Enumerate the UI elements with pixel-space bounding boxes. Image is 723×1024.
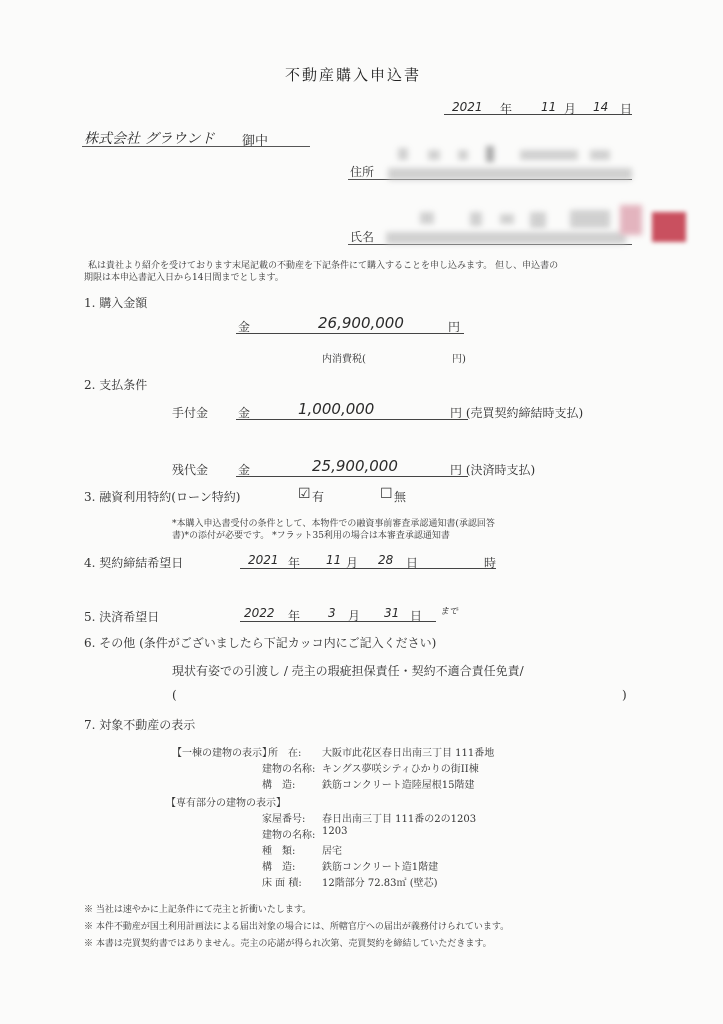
contract-date-underline <box>240 568 496 569</box>
address-label: 住所 <box>350 165 375 179</box>
building-header: 【一棟の建物の表示】 <box>172 748 272 759</box>
unit-row-value: 鉄筋コンクリート造1階建 <box>322 862 439 873</box>
unit-row-value: 春日出南三丁目 111番の2の1203 <box>322 814 477 825</box>
seal-redacted-light <box>620 205 642 235</box>
settlement-date-underline <box>240 621 436 622</box>
contract-day-unit: 日 <box>406 556 419 570</box>
section-5-heading: 5. 決済希望日 <box>84 610 160 624</box>
name-underline <box>348 244 632 245</box>
section-4-heading: 4. 契約締結希望日 <box>84 556 184 570</box>
balance-underline <box>236 476 468 477</box>
unit-row-label: 構 造: <box>262 862 296 873</box>
section-7-heading: 7. 対象不動産の表示 <box>84 718 196 732</box>
contract-time-unit: 時 <box>484 556 497 570</box>
address-redacted-block-1 <box>398 148 408 160</box>
building-row-value: 大阪市此花区春日出南三丁目 111番地 <box>322 748 495 759</box>
unit-row-label: 種 類: <box>262 846 296 857</box>
date-year-unit: 年 <box>500 102 513 116</box>
address-redacted-block-5 <box>520 150 578 160</box>
unit-row-label: 建物の名称: <box>262 830 316 841</box>
purchase-amount: 26,900,000 <box>318 314 404 332</box>
loan-note-2: 書)*の添付が必要です。 *フラット35利用の場合は本審査承認通知書 <box>172 531 450 541</box>
date-day-unit: 日 <box>620 102 633 116</box>
deposit-underline <box>236 419 468 420</box>
unit-row-value: 1203 <box>322 826 348 837</box>
balance-amount: 25,900,000 <box>312 457 398 475</box>
section-2-heading: 2. 支払条件 <box>84 378 148 392</box>
building-row-label: 構 造: <box>262 780 296 791</box>
contract-day: 28 <box>378 553 394 567</box>
recipient-underline <box>82 146 310 147</box>
name-redacted-block-2 <box>470 212 482 226</box>
other-close-paren: ) <box>622 688 627 702</box>
address-redacted <box>388 168 632 180</box>
settlement-year-unit: 年 <box>288 609 301 623</box>
loan-no-label: 無 <box>394 490 407 504</box>
contract-month: 11 <box>326 553 342 567</box>
other-conditions-text: 現状有姿での引渡し / 売主の瑕疵担保責任・契約不適合責任免責/ <box>172 664 524 678</box>
tax-label: 内消費税( <box>322 354 366 365</box>
settlement-suffix: まで <box>440 607 459 617</box>
contract-year-unit: 年 <box>288 556 301 570</box>
settlement-year: 2022 <box>244 606 275 620</box>
building-row-value: キングス夢咲シティひかりの街II棟 <box>322 764 479 775</box>
section-1-heading: 1. 購入金額 <box>84 296 148 310</box>
balance-label: 残代金 <box>172 463 209 477</box>
unit-row-value: 12階部分 72.83㎡ (壁芯) <box>322 878 438 889</box>
loan-yes-label: 有 <box>312 490 325 504</box>
date-month-unit: 月 <box>564 102 577 116</box>
deposit-amount: 1,000,000 <box>298 400 375 418</box>
footer-note: ※ 当社は速やかに上記条件にて売主と折衝いたします。 <box>84 905 312 915</box>
address-redacted-block-3 <box>458 150 468 160</box>
name-redacted-block-4 <box>530 212 546 228</box>
deposit-label: 手付金 <box>172 406 209 420</box>
seal-redacted <box>652 212 686 242</box>
unit-header: 【専有部分の建物の表示】 <box>166 798 286 809</box>
date-day: 14 <box>593 100 609 114</box>
date-month: 11 <box>541 100 557 114</box>
footer-note: ※ 本件不動産が国土利用計画法による届出対象の場合には、所轄官庁への届出が義務付けられています。 <box>84 922 510 932</box>
intro-line-2: 期限は本申込書記入日から14日間までとします。 <box>84 273 284 283</box>
name-redacted-block-5 <box>570 210 610 228</box>
name-redacted-block-3 <box>500 214 514 224</box>
balance-kin: 金 <box>238 463 251 477</box>
building-row-label: 建物の名称: <box>262 764 316 775</box>
contract-month-unit: 月 <box>346 556 359 570</box>
contract-year: 2021 <box>248 553 279 567</box>
form-title: 不動産購入申込書 <box>285 66 422 84</box>
deposit-suffix: 円 (売買契約締結時支払) <box>450 406 584 420</box>
settlement-month-unit: 月 <box>348 609 361 623</box>
settlement-day-unit: 日 <box>410 609 423 623</box>
date-year: 2021 <box>452 100 483 114</box>
name-redacted <box>386 232 626 244</box>
deposit-kin: 金 <box>238 406 251 420</box>
intro-line-1: 私は貴社より紹介を受けております末尾記載の不動産を下記条件にて購入することを申し込みます。 但し、申込書の <box>88 261 559 271</box>
balance-suffix: 円 (決済時支払) <box>450 463 536 477</box>
recipient-company: 株式会社 グラウンド <box>84 131 215 147</box>
section-6-heading: 6. その他 (条件がございましたら下記カッコ内にご記入ください) <box>84 636 437 650</box>
purchase-amount-underline <box>236 333 464 334</box>
building-row-value: 鉄筋コンクリート造陸屋根15階建 <box>322 780 475 791</box>
tax-yen: 円) <box>452 354 466 365</box>
unit-row-label: 床 面 積: <box>262 878 302 889</box>
unit-row-value: 居宅 <box>322 846 342 857</box>
settlement-day: 31 <box>384 606 400 620</box>
unit-row-label: 家屋番号: <box>262 814 306 825</box>
loan-note-1: *本購入申込書受付の条件として、本物件での融資事前審査承認通知書(承認回答 <box>172 519 495 529</box>
footer-note: ※ 本書は売買契約書ではありません。売主の応諾が得られ次第、売買契約を締結していただきます。 <box>84 939 492 949</box>
building-row-label: 所 在: <box>268 748 302 759</box>
loan-yes-checkbox[interactable]: ☑ <box>298 486 311 502</box>
name-label: 氏名 <box>350 230 375 244</box>
section-3-heading: 3. 融資利用特約(ローン特約) <box>84 490 241 504</box>
loan-no-checkbox[interactable]: ☐ <box>380 486 393 502</box>
address-redacted-block-2 <box>428 150 440 160</box>
settlement-month: 3 <box>328 606 336 620</box>
recipient-honorific: 御中 <box>242 134 269 149</box>
address-redacted-block-6 <box>590 150 610 160</box>
purchase-yen: 円 <box>448 320 461 334</box>
purchase-kin: 金 <box>238 320 251 334</box>
name-redacted-block-1 <box>420 212 434 224</box>
other-open-paren: ( <box>172 688 177 702</box>
address-redacted-block-4 <box>486 146 494 162</box>
